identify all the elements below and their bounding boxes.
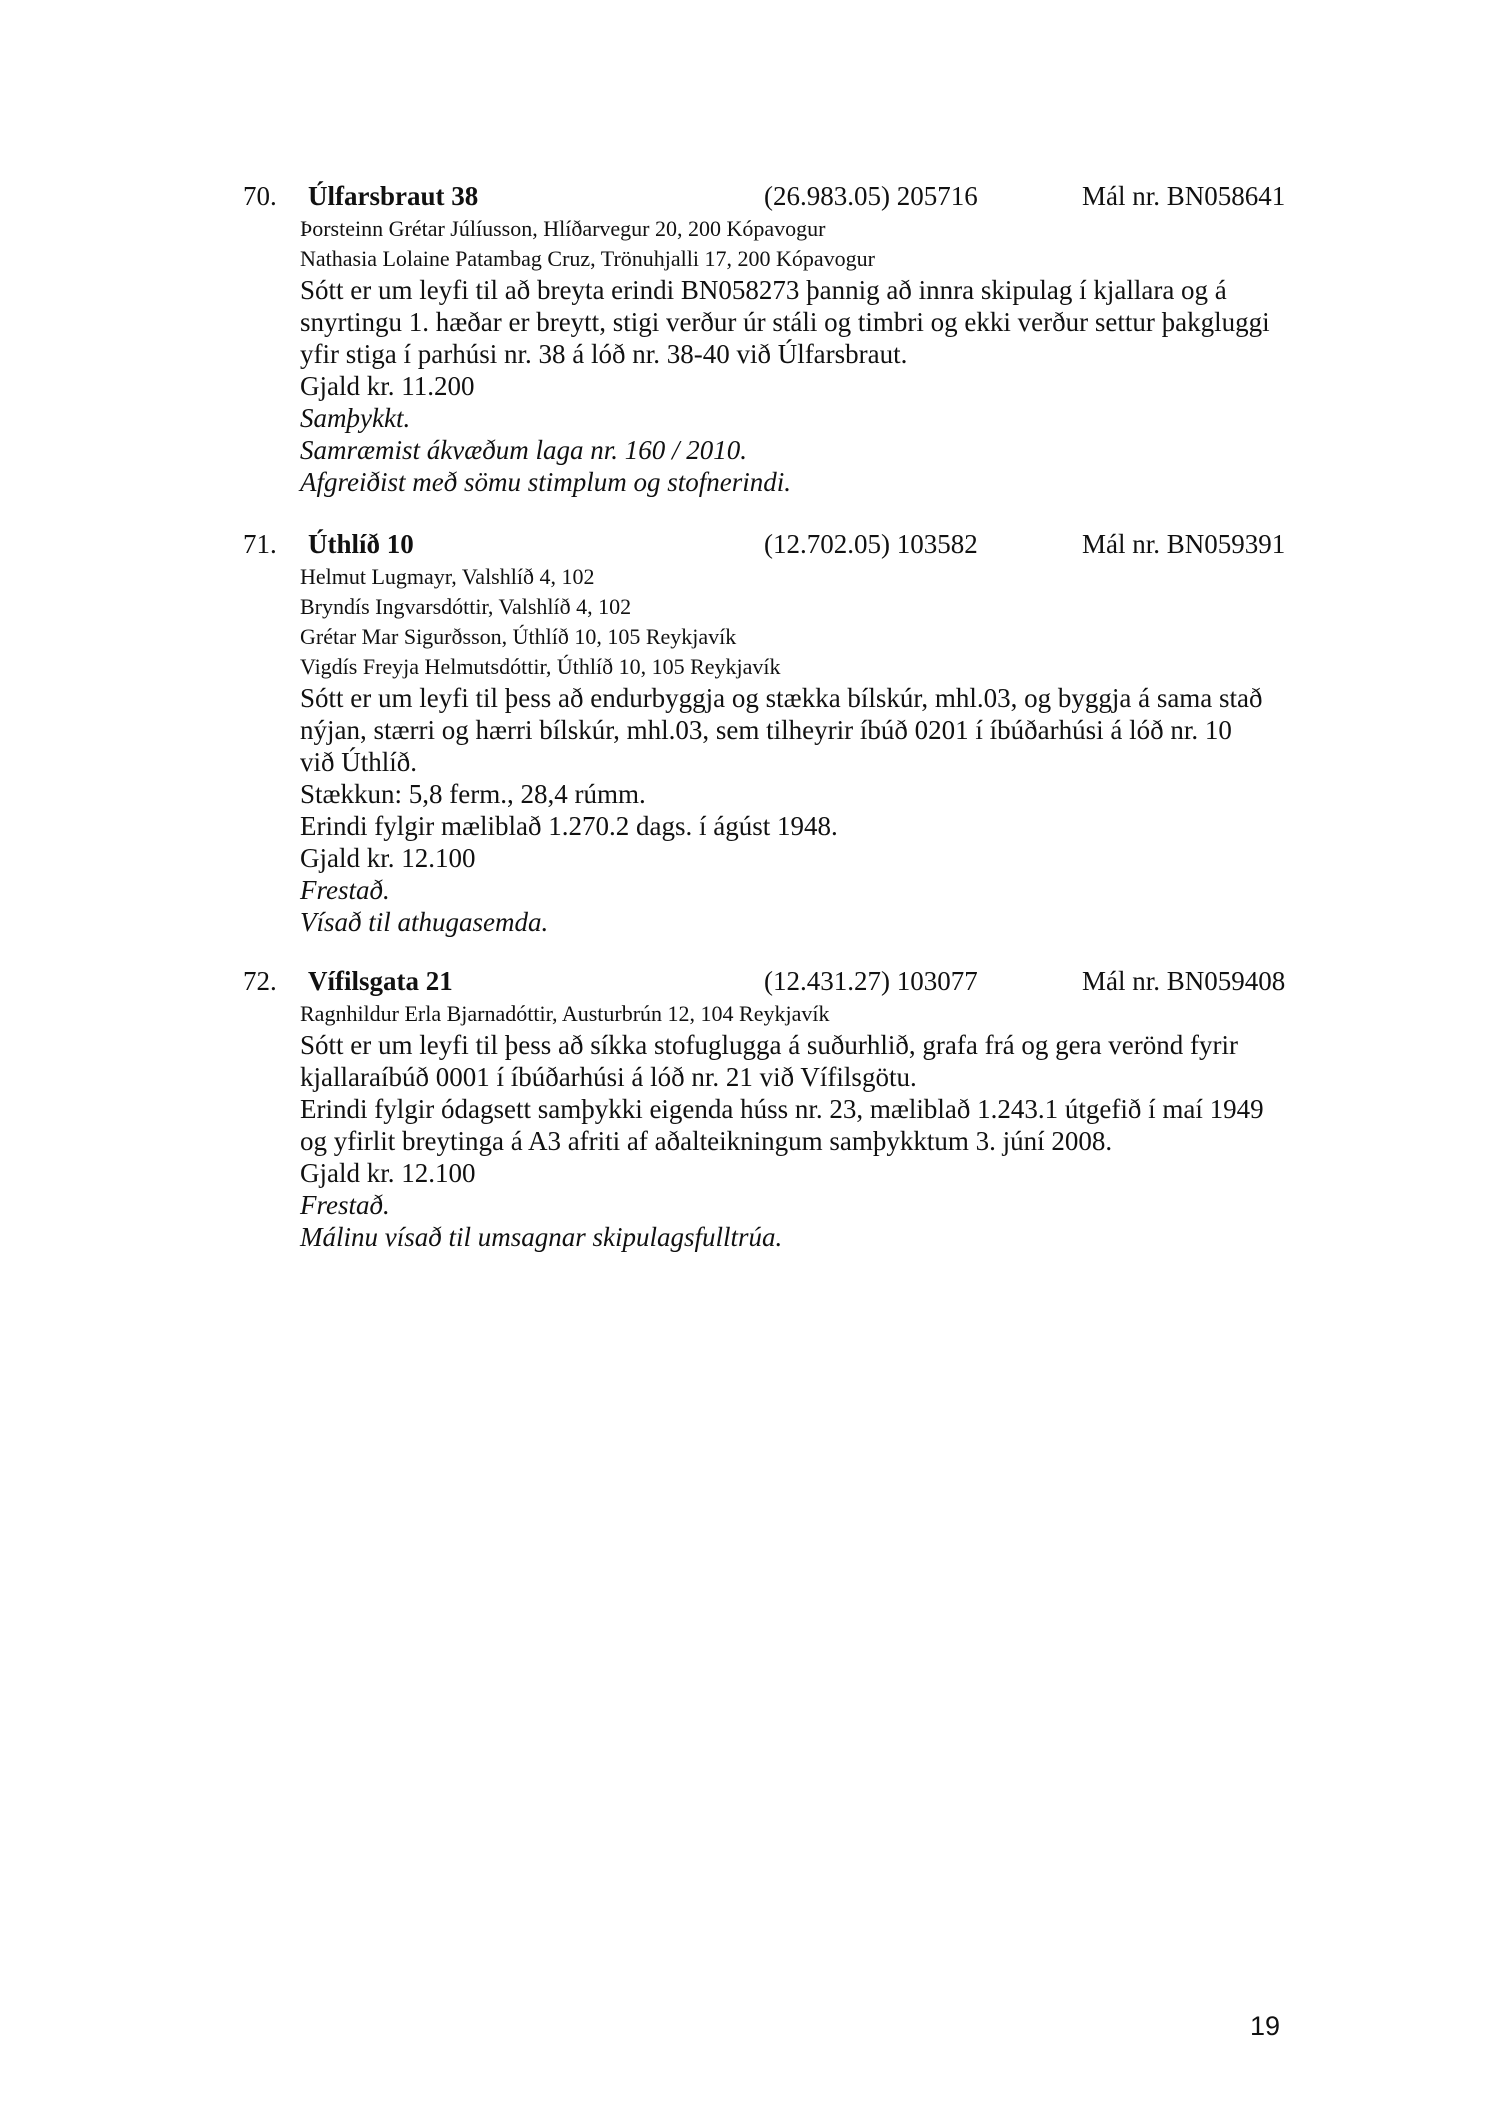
applicant-line: Ragnhildur Erla Bjarnadóttir, Austurbrún 12, 104 Reykjavík	[300, 1001, 830, 1026]
fee-line: Gjald kr. 12.100	[300, 1158, 476, 1188]
description-line: nýjan, stærri og hærri bílskúr, mhl.03, sem tilheyrir íbúð 0201 í íbúðarhúsi á lóð nr. 10	[300, 715, 1232, 745]
property-reference: (12.431.27) 103077	[764, 966, 978, 996]
case-item-72	[0, 963, 1500, 1253]
fee-line: Gjald kr. 12.100	[300, 843, 476, 873]
description-line: Sótt er um leyfi til að breyta erindi BN058273 þannig að innra skipulag í kjallara og á	[300, 275, 1227, 305]
case-number: Mál nr. BN059408	[1082, 966, 1286, 996]
decision-line: Málinu vísað til umsagnar skipulagsfulltrúa.	[300, 1222, 783, 1252]
detail-line: Stækkun: 5,8 ferm., 28,4 rúmm.	[300, 779, 646, 809]
detail-line: og yfirlit breytinga á A3 afriti af aðalteikningum samþykktum 3. júní 2008.	[300, 1126, 1113, 1156]
property-reference: (12.702.05) 103582	[764, 529, 978, 559]
description-line: Sótt er um leyfi til þess að endurbyggja og stækka bílskúr, mhl.03, og byggja á sama stað	[300, 683, 1263, 713]
applicant-line: Bryndís Ingvarsdóttir, Valshlíð 4, 102	[300, 594, 632, 619]
item-number: 70.	[243, 181, 277, 211]
case-body	[300, 214, 1300, 498]
applicant-line: Helmut Lugmayr, Valshlíð 4, 102	[300, 564, 595, 589]
page-number: 19	[1250, 2011, 1281, 2041]
case-header	[0, 526, 1500, 562]
decision-line: Samþykkt.	[300, 403, 411, 433]
detail-line: Erindi fylgir mæliblað 1.270.2 dags. í ágúst 1948.	[300, 811, 838, 841]
case-body	[300, 999, 1300, 1253]
applicant-line: Grétar Mar Sigurðsson, Úthlíð 10, 105 Reykjavík	[300, 624, 737, 649]
case-number: Mál nr. BN059391	[1082, 529, 1286, 559]
property-title: Úthlíð 10	[308, 529, 414, 559]
description-line: við Úthlíð.	[300, 747, 418, 777]
description-line: Sótt er um leyfi til þess að síkka stofuglugga á suðurhlið, grafa frá og gera verönd fyrir	[300, 1030, 1238, 1060]
property-title: Úlfarsbraut 38	[308, 181, 479, 211]
case-body	[300, 562, 1300, 938]
decision-line: Afgreiðist með sömu stimplum og stofnerindi.	[300, 467, 791, 497]
decision-line: Frestað.	[300, 875, 390, 905]
item-number: 72.	[243, 966, 277, 996]
property-title: Vífilsgata 21	[308, 966, 453, 996]
decision-line: Samræmist ákvæðum laga nr. 160 / 2010.	[300, 435, 748, 465]
case-header	[0, 963, 1500, 999]
case-header	[0, 178, 1500, 214]
decision-line: Vísað til athugasemda.	[300, 907, 549, 937]
decision-line: Frestað.	[300, 1190, 390, 1220]
fee-line: Gjald kr. 11.200	[300, 371, 475, 401]
description-line: kjallaraíbúð 0001 í íbúðarhúsi á lóð nr. 21 við Vífilsgötu.	[300, 1062, 917, 1092]
item-number: 71.	[243, 529, 277, 559]
description-line: snyrtingu 1. hæðar er breytt, stigi verður úr stáli og timbri og ekki verður settur þakgluggi	[300, 307, 1270, 337]
case-item-70	[0, 178, 1500, 498]
property-reference: (26.983.05) 205716	[764, 181, 978, 211]
description-line: yfir stiga í parhúsi nr. 38 á lóð nr. 38-40 við Úlfarsbraut.	[300, 339, 908, 369]
applicant-line: Þorsteinn Grétar Júlíusson, Hlíðarvegur 20, 200 Kópavogur	[300, 216, 826, 241]
applicant-line: Nathasia Lolaine Patambag Cruz, Trönuhjalli 17, 200 Kópavogur	[300, 246, 875, 271]
detail-line: Erindi fylgir ódagsett samþykki eigenda húss nr. 23, mæliblað 1.243.1 útgefið í maí 1949	[300, 1094, 1264, 1124]
case-number: Mál nr. BN058641	[1082, 181, 1286, 211]
applicant-line: Vigdís Freyja Helmutsdóttir, Úthlíð 10, 105 Reykjavík	[300, 654, 781, 679]
case-item-71	[0, 526, 1500, 938]
